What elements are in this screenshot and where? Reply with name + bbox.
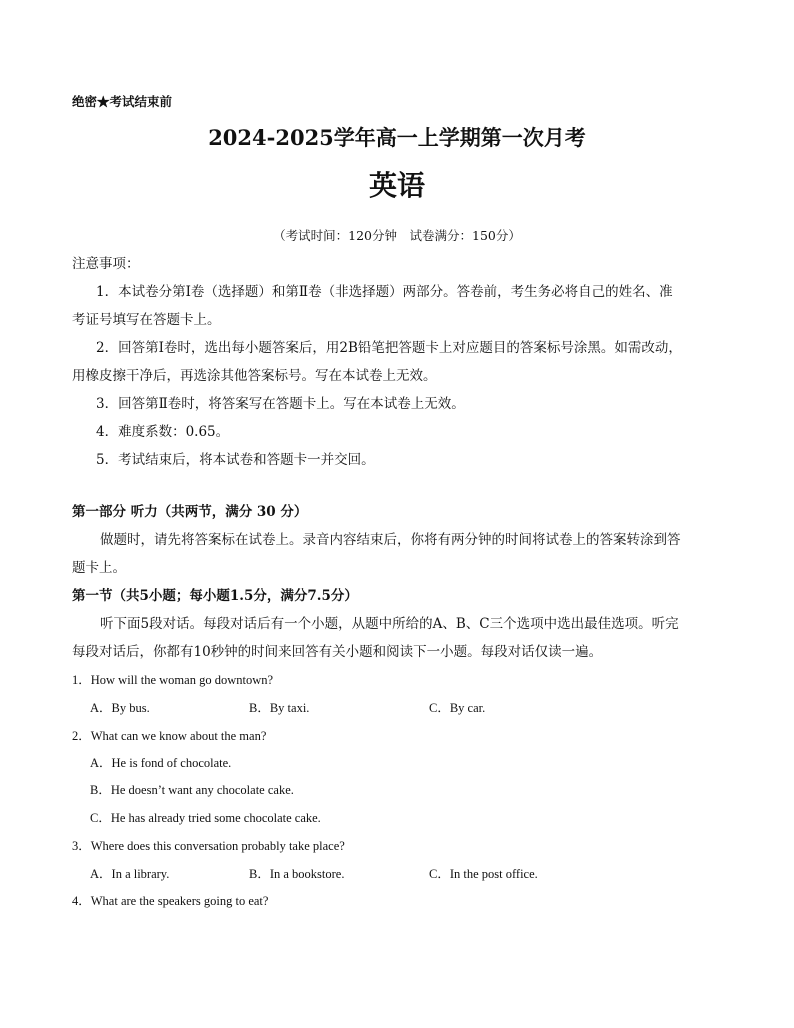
part1-instruction: 做题时，请先将答案标在试卷上。录音内容结束后，你将有两分钟的时间将试卷上的答案转涂到答 bbox=[100, 532, 681, 548]
part1-instruction: 题卡上。 bbox=[72, 560, 126, 576]
notice-item: 考证号填写在答题卡上。 bbox=[72, 312, 221, 328]
section1-heading: 第一节（共5小题；每小题1.5分，满分7.5分） bbox=[72, 588, 358, 604]
answer-option-b: B．He doesn’t want any chocolate cake. bbox=[90, 783, 294, 797]
part1-heading: 第一部分 听力（共两节，满分 30 分） bbox=[72, 504, 308, 520]
section1-instruction: 听下面5段对话。每段对话后有一个小题，从题中所给的A、B、C三个选项中选出最佳选项。听完 bbox=[100, 616, 679, 632]
notice-item: 1．本试卷分第Ⅰ卷（选择题）和第Ⅱ卷（非选择题）两部分。答卷前，考生务必将自己的姓名、准 bbox=[96, 284, 673, 300]
answer-option-a: A．He is fond of chocolate. bbox=[90, 756, 232, 770]
answer-option-c: C．In the post office. bbox=[429, 867, 538, 881]
question-stem: 3．Where does this conversation probably take place? bbox=[72, 839, 345, 853]
question-stem: 2．What can we know about the man? bbox=[72, 729, 267, 743]
subject-title: 英语 bbox=[368, 169, 425, 202]
answer-option-a: A．In a library. bbox=[90, 867, 170, 881]
answer-option-b: B．In a bookstore. bbox=[249, 867, 345, 881]
answer-option-a: A．By bus. bbox=[90, 701, 150, 715]
answer-option-c: C．By car. bbox=[429, 701, 486, 715]
answer-option-b: B．By taxi. bbox=[249, 701, 310, 715]
notice-item: 用橡皮擦干净后，再选涂其他答案标号。写在本试卷上无效。 bbox=[72, 368, 437, 384]
question-stem: 1．How will the woman go downtown? bbox=[72, 673, 274, 687]
exam-info: （考试时间：120分钟 试卷满分：150分） bbox=[273, 228, 521, 243]
answer-option-c: C．He has already tried some chocolate cake. bbox=[90, 811, 321, 825]
notice-item: 3．回答第Ⅱ卷时，将答案写在答题卡上。写在本试卷上无效。 bbox=[96, 396, 465, 412]
notice-item: 5．考试结束后，将本试卷和答题卡一并交回。 bbox=[96, 452, 375, 468]
notice-item: 2．回答第Ⅰ卷时，选出每小题答案后，用2B铅笔把答题卡上对应题目的答案标号涂黑。如需改动， bbox=[96, 340, 682, 356]
notice-item: 4．难度系数：0.65。 bbox=[96, 424, 230, 440]
exam-title: 2024-2025学年高一上学期第一次月考 bbox=[208, 125, 586, 150]
notice-heading: 注意事项： bbox=[72, 256, 140, 272]
section1-instruction: 每段对话后，你都有10秒钟的时间来回答有关小题和阅读下一小题。每段对话仅读一遍。 bbox=[72, 644, 603, 660]
secret-label: 绝密★考试结束前 bbox=[72, 94, 173, 109]
question-stem: 4．What are the speakers going to eat? bbox=[72, 894, 269, 908]
